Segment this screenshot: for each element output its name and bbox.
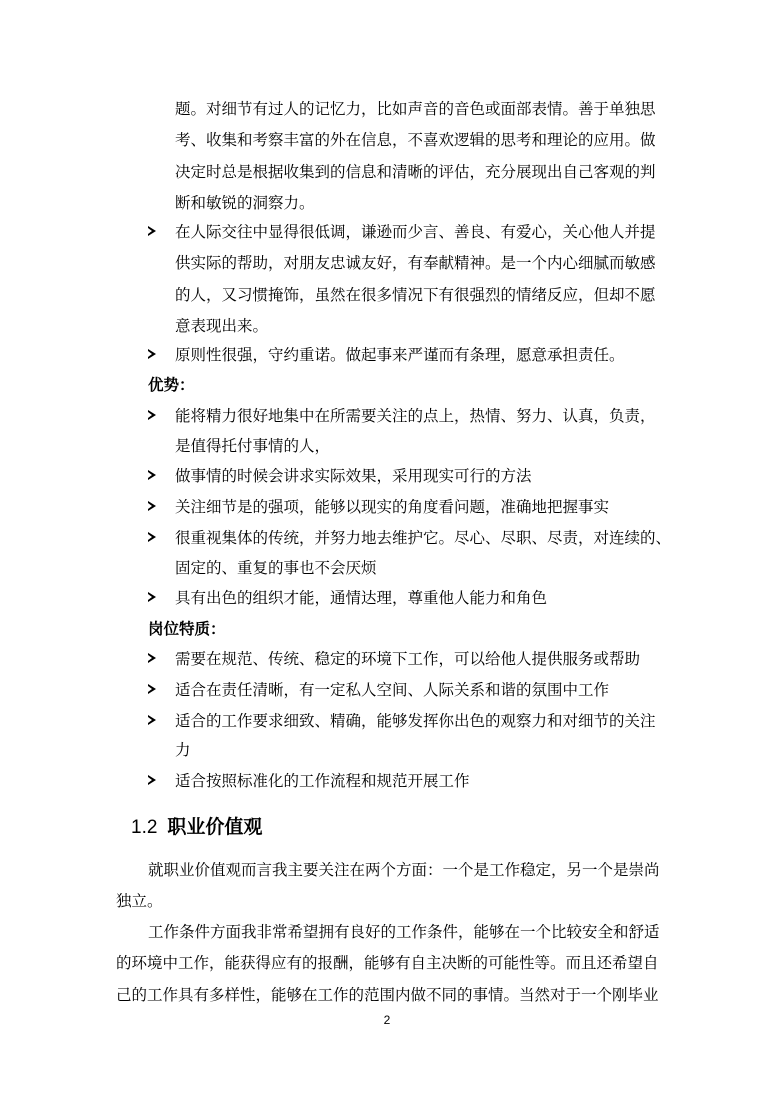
paragraph-line: 己的工作具有多样性，能够在工作的范围内做不同的事情。当然对于一个刚毕业 xyxy=(116,986,659,1004)
list-item-line: 力 xyxy=(175,741,191,759)
list-item-line: 原则性很强，守约重诺。做起事来严谨而有条理，愿意承担责任。 xyxy=(175,346,625,364)
paragraph-line: 就职业价值观而言我主要关注在两个方面：一个是工作稳定，另一个是崇尚 xyxy=(148,861,660,879)
bullet-arrow-icon xyxy=(148,345,164,365)
page-number: 2 xyxy=(383,1013,391,1027)
continuation-line: 断和敏锐的洞察力。 xyxy=(175,194,315,212)
bullet-arrow-icon xyxy=(148,711,164,731)
list-item-line: 关注细节是的强项，能够以现实的角度看问题，准确地把握事实 xyxy=(175,498,610,516)
bullet-arrow-icon xyxy=(148,406,164,426)
bullet-arrow-icon xyxy=(148,588,164,608)
list-item-line: 固定的、重复的事也不会厌烦 xyxy=(175,559,377,577)
list-item-line: 在人际交往中显得很低调，谦逊而少言、善良、有爱心，关心他人并提 xyxy=(175,223,656,241)
list-item-line: 能将精力很好地集中在所需要关注的点上，热情、努力、认真，负责， xyxy=(175,407,656,425)
paragraph-line: 的环境中工作，能获得应有的报酬，能够有自主决断的可能性等。而且还希望自 xyxy=(116,954,659,972)
bullet-arrow-icon xyxy=(148,497,164,517)
list-item-line: 很重视集体的传统，并努力地去维护它。尽心、尽职、尽责，对连续的、 xyxy=(175,529,672,547)
section-heading xyxy=(131,816,262,840)
bullet-arrow-icon xyxy=(148,771,164,791)
continuation-line: 决定时总是根据收集到的信息和清晰的评估，充分展现出自己客观的判 xyxy=(175,163,656,181)
list-item-line: 意表现出来。 xyxy=(175,317,269,335)
paragraph-line: 工作条件方面我非常希望拥有良好的工作条件，能够在一个比较安全和舒适 xyxy=(148,923,660,941)
list-item-line: 供实际的帮助，对朋友忠诚友好，有奉献精神。是一个内心细腻而敏感 xyxy=(175,254,656,272)
list-item-line: 具有出色的组织才能，通情达理，尊重他人能力和角色 xyxy=(175,589,548,607)
continuation-line: 题。对细节有过人的记忆力，比如声音的音色或面部表情。善于单独思 xyxy=(175,100,656,118)
section-title: 职业价值观 xyxy=(167,817,263,838)
list-item-line: 适合按照标准化的工作流程和规范开展工作 xyxy=(175,772,470,790)
bullet-arrow-icon xyxy=(148,680,164,700)
bullet-arrow-icon xyxy=(148,466,164,486)
list-item-line: 适合的工作要求细致、精确，能够发挥你出色的观察力和对细节的关注 xyxy=(175,712,656,730)
bullet-arrow-icon xyxy=(148,528,164,548)
bullet-arrow-icon xyxy=(148,222,164,242)
strengths-heading: 优势： xyxy=(148,376,195,394)
paragraph-line: 独立。 xyxy=(116,892,163,910)
list-item-line: 需要在规范、传统、稳定的环境下工作，可以给他人提供服务或帮助 xyxy=(175,650,641,668)
list-item-line: 是值得托付事情的人， xyxy=(175,437,331,455)
list-item-line: 做事情的时候会讲求实际效果，采用现实可行的方法 xyxy=(175,467,532,485)
list-item-line: 的人，又习惯掩饰，虽然在很多情况下有很强烈的情绪反应，但却不愿 xyxy=(175,286,656,304)
continuation-line: 考、收集和考察丰富的外在信息，不喜欢逻辑的思考和理论的应用。做 xyxy=(175,131,656,149)
list-item-line: 适合在责任清晰，有一定私人空间、人际关系和谐的氛围中工作 xyxy=(175,681,610,699)
job-traits-heading: 岗位特质： xyxy=(148,620,226,638)
section-number: 1.2 xyxy=(131,817,158,838)
bullet-arrow-icon xyxy=(148,649,164,669)
